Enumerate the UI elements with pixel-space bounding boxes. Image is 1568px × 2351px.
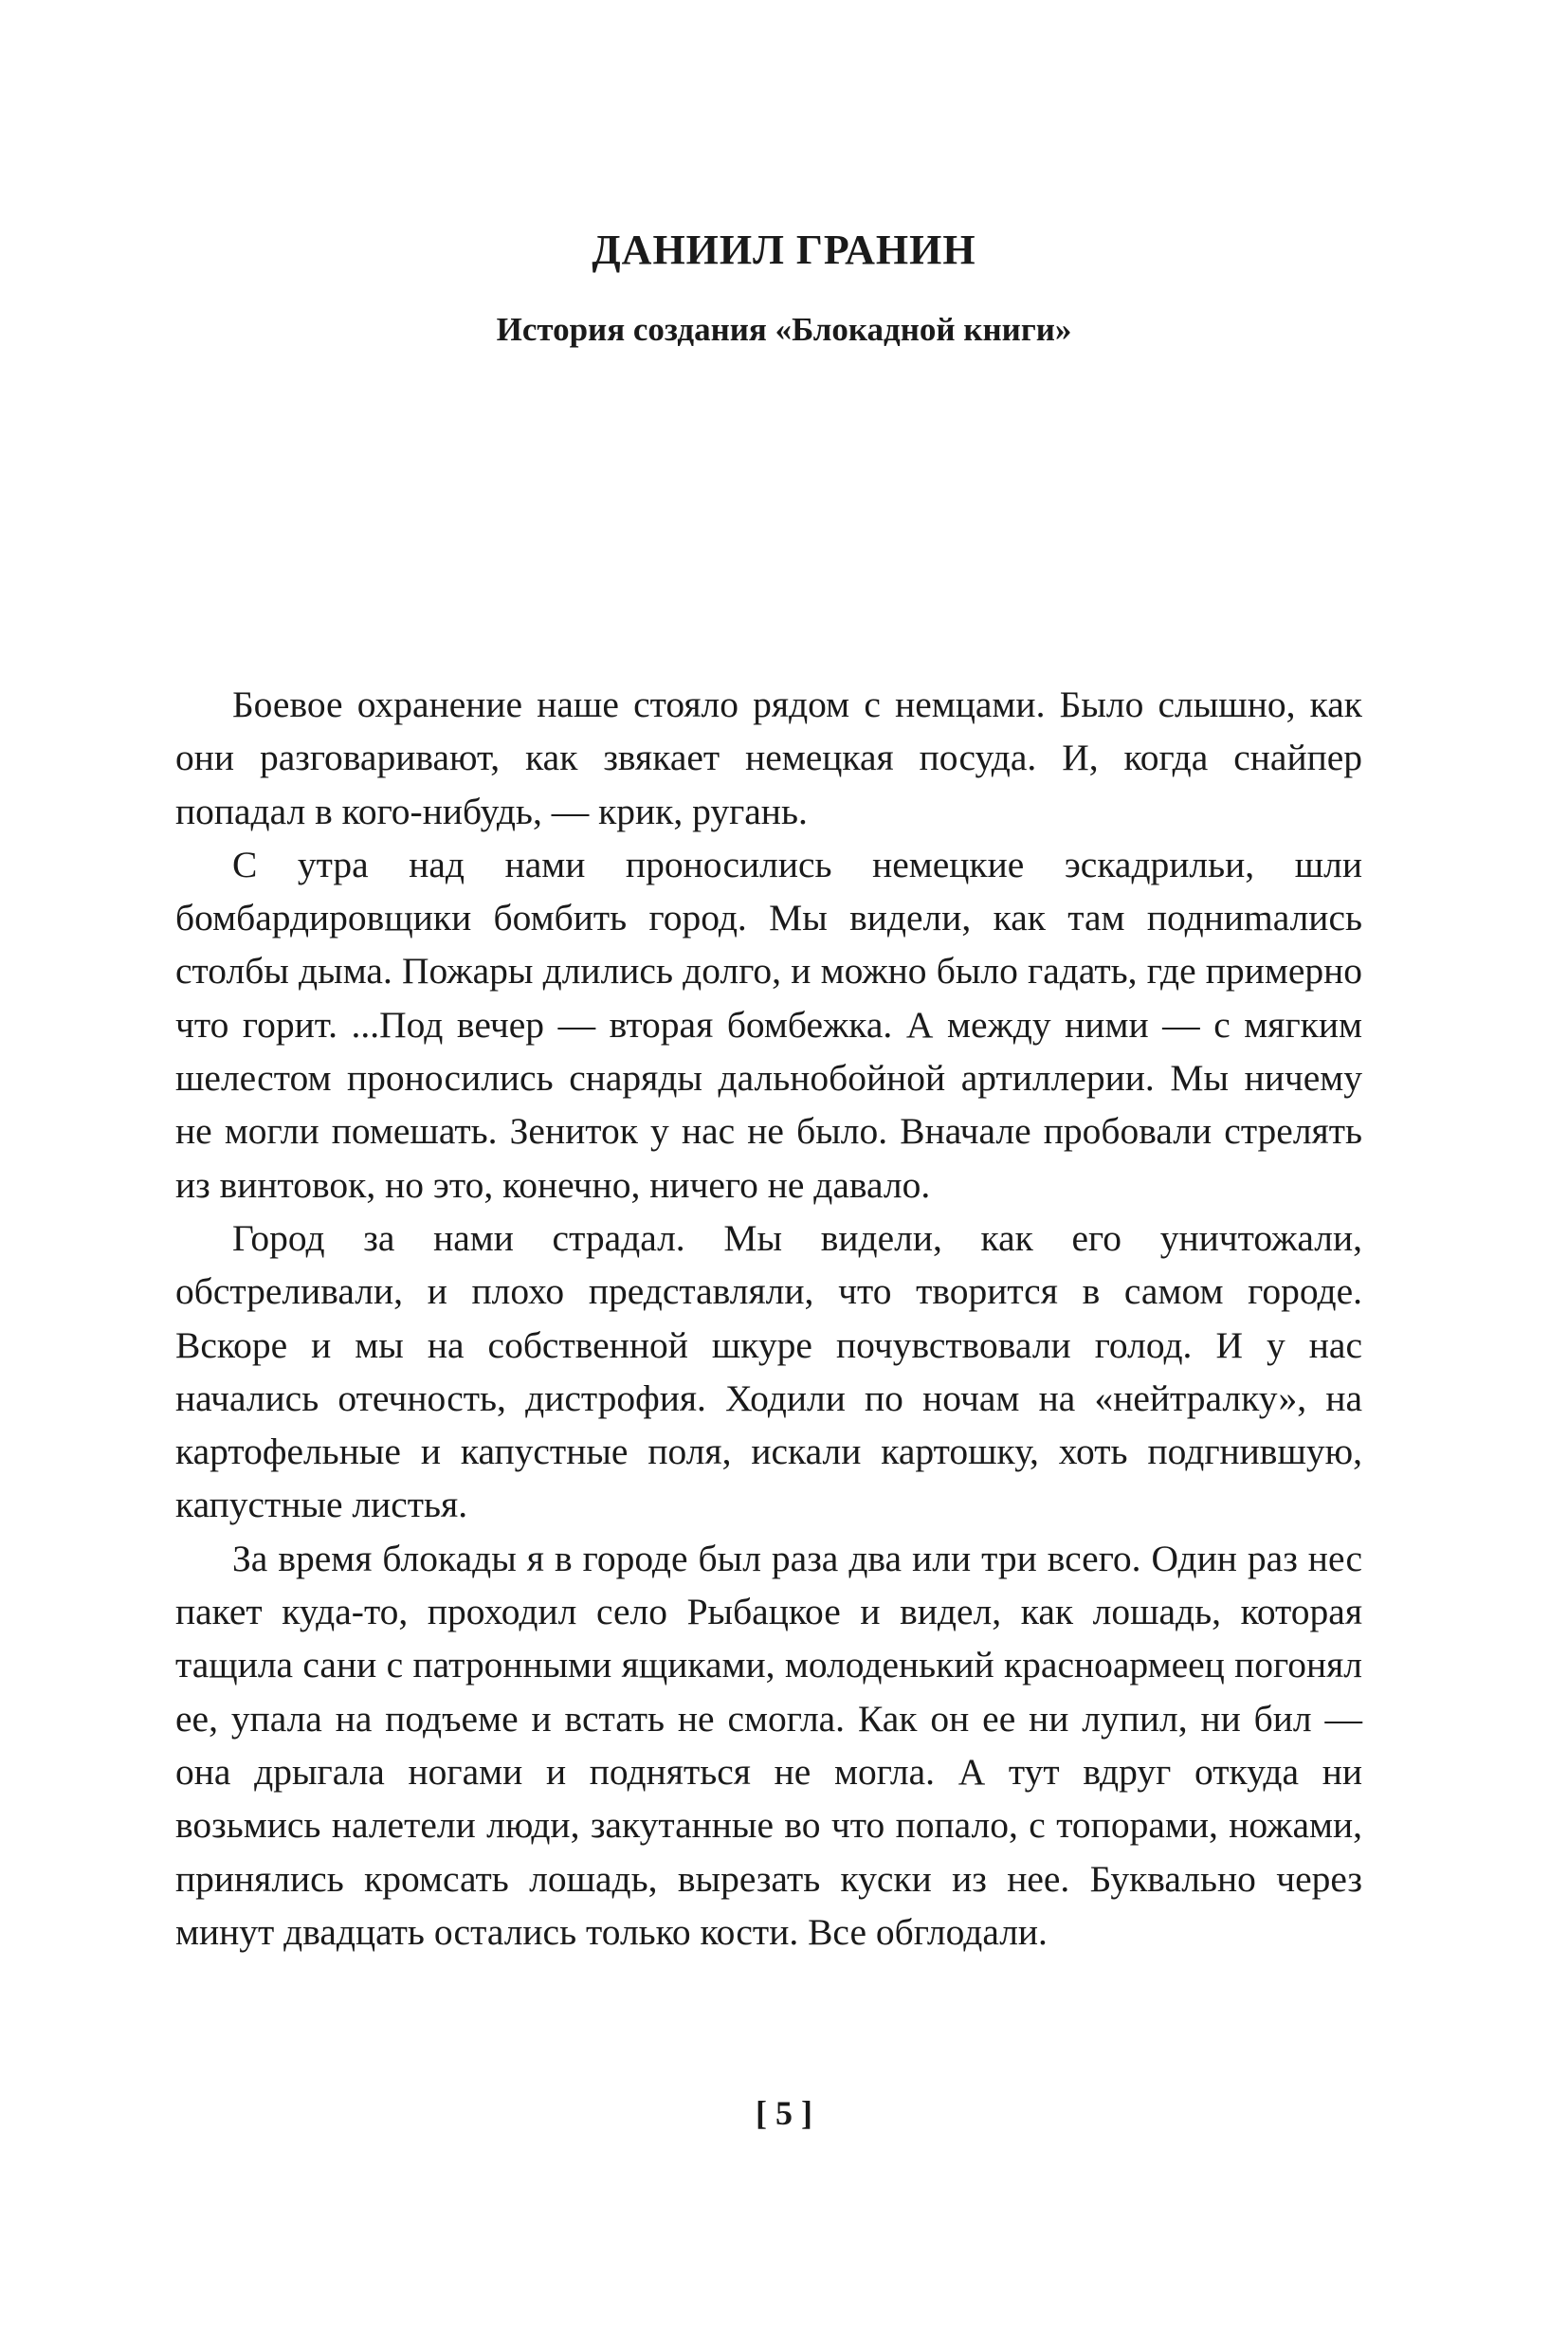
- chapter-title: История создания «Блокадной книги»: [496, 311, 1072, 348]
- page-number: [ 5 ]: [756, 2094, 812, 2132]
- author-name: ДАНИИЛ ГРАНИН: [592, 227, 976, 273]
- body-text: [175, 678, 1362, 1959]
- paragraph: С утра над нами проносились немецкие эскадрильи, шли бомбардировщики бомбить город. Мы видели, как там подниmались столбы дыма. Пожары длились долго, и можно было гадать, где примерно что горит. ...Под вечер — вторая бомбежка. А между ними — с мягким шелестом проносились снаряды дальнобойной артиллерии. Мы ничему не могли помешать. Зениток у нас не было. Вначале пробовали стрелять из винтовок, но это, конечно, ничего не давало.: [175, 843, 1362, 1206]
- paragraph: Город за нами страдал. Мы видели, как его уничтожали, обстреливали, и плохо представляли, что творится в самом городе. Вскоре и мы на собственной шкуре почувствовали голод. И у нас начались отечность, дистрофия. Ходили по ночам на «нейтралку», на картофельные и капустные поля, искали картошку, хоть подгнившую, капустные листья.: [175, 1216, 1362, 1526]
- paragraph: За время блокады я в городе был раза два или три всего. Один раз нес пакет куда-то, проходил село Рыбацкое и видел, как лошадь, которая тащила сани с патронными ящиками, молоденький красноармеец погонял ее, упала на подъеме и встать не смогла. Как он ее ни лупил, ни бил — она дрыгала ногами и подняться не могла. А тут вдруг откуда ни возьмись налетели люди, закутанные во что попало, с топорами, ножами, принялись кромсать лошадь, вырезать куски из нее. Буквально через минут двадцать остались только кости. Все обглодали.: [175, 1537, 1362, 1953]
- paragraph: Боевое охранение наше стояло рядом с немцами. Было слышно, как они разговаривают, как звякает немецкая посуда. И, когда снайпер попадал в кого-нибудь, — крик, ругань.: [175, 683, 1362, 832]
